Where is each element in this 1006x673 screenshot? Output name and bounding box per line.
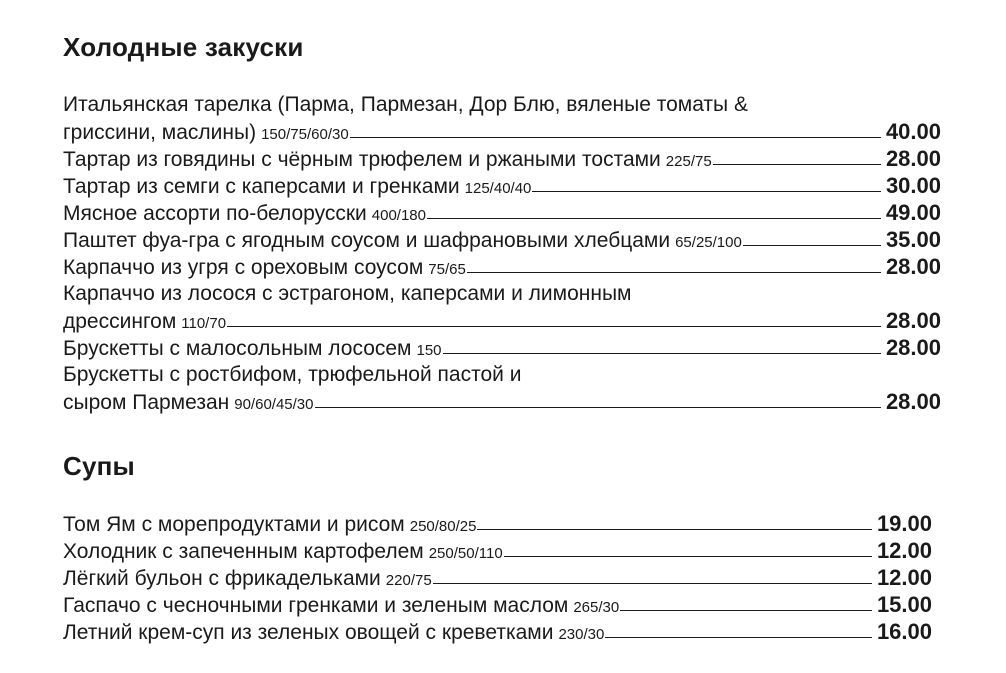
price: 28.00: [885, 335, 941, 360]
menu-row: [63, 334, 941, 361]
portion-size: 75/65: [428, 261, 466, 278]
dotted-leader: [315, 407, 881, 408]
menu-item: [63, 591, 932, 618]
menu-item: [63, 510, 932, 537]
soups-list: [63, 510, 932, 645]
dotted-leader: [350, 137, 881, 138]
dish-name: Летний крем-суп из зеленых овощей с креветками: [63, 621, 554, 644]
dish-name: Лёгкий бульон с фрикадельками: [63, 567, 381, 590]
dotted-leader: [620, 610, 872, 611]
price: 49.00: [885, 200, 941, 225]
menu-row: [63, 307, 941, 334]
dish-name-line: Карпаччо из лосося с эстрагоном, каперсами и лимонным: [63, 282, 632, 305]
menu-item: [63, 618, 932, 645]
menu-item: [63, 334, 941, 361]
section-title-cold-appetizers: Холодные закуски: [63, 32, 304, 62]
menu-item: [63, 172, 941, 199]
price: 16.00: [876, 619, 932, 644]
dotted-leader: [443, 353, 881, 354]
menu-row: [63, 537, 932, 564]
dotted-leader: [605, 637, 872, 638]
portion-size: 225/75: [665, 153, 712, 170]
portion-size: 90/60/45/30: [234, 396, 314, 413]
menu-row: [63, 118, 941, 145]
price: 28.00: [885, 308, 941, 333]
portion-size: 250/50/110: [428, 545, 503, 562]
dish-name: Паштет фуа-гра с ягодным соусом и шафрановыми хлебцами: [63, 229, 671, 252]
dotted-leader: [713, 164, 881, 165]
dotted-leader: [427, 218, 881, 219]
menu-item: [63, 91, 941, 145]
menu-row: [63, 564, 932, 591]
price: 28.00: [885, 389, 941, 414]
menu-row: [63, 591, 932, 618]
portion-size: 230/30: [558, 626, 605, 643]
menu-item: [63, 199, 941, 226]
portion-size: 250/80/25: [409, 518, 477, 535]
dish-name-line: Брускетты с ростбифом, трюфельной пастой и: [63, 363, 522, 386]
menu-row: [63, 618, 932, 645]
price: 19.00: [876, 511, 932, 536]
menu-row: [63, 145, 941, 172]
portion-size: 150: [416, 342, 442, 359]
dotted-leader: [227, 326, 881, 327]
menu-item: [63, 537, 932, 564]
dotted-leader: [743, 245, 881, 246]
portion-size: 110/70: [181, 315, 227, 332]
portion-size: 265/30: [573, 599, 620, 616]
dish-name-line: Итальянская тарелка (Парма, Пармезан, Дор Блю, вяленые томаты &: [63, 93, 748, 116]
price: 28.00: [885, 146, 941, 171]
portion-size: 150/75/60/30: [261, 126, 349, 143]
section-title-soups: Супы: [63, 451, 135, 481]
menu-item: [63, 226, 941, 253]
dotted-leader: [504, 556, 872, 557]
cold-appetizers-list: [63, 91, 941, 415]
dish-name: Том Ям с морепродуктами и рисом: [63, 513, 405, 536]
dish-name: Брускетты с малосольным лососем: [63, 337, 412, 360]
dish-name: Тартар из говядины с чёрным трюфелем и ржаными тостами: [63, 148, 661, 171]
menu-row: [63, 172, 941, 199]
menu-item: [63, 253, 941, 280]
dish-name: Мясное ассорти по-белорусски: [63, 202, 367, 225]
dotted-leader: [532, 191, 881, 192]
dish-name: Гаспачо с чесночными гренками и зеленым маслом: [63, 594, 569, 617]
price: 35.00: [885, 227, 941, 252]
menu-item: [63, 145, 941, 172]
menu-item: [63, 280, 941, 334]
dish-name: Тартар из семги с каперсами и гренками: [63, 175, 460, 198]
portion-size: 65/25/100: [675, 234, 742, 251]
price: 40.00: [885, 119, 941, 144]
menu-item: [63, 564, 932, 591]
dish-name: Карпаччо из угря с ореховым соусом: [63, 256, 424, 279]
dish-name: дрессингом: [63, 310, 177, 333]
dish-name: сыром Пармезан: [63, 391, 230, 414]
dotted-leader: [477, 529, 871, 530]
portion-size: 220/75: [385, 572, 432, 589]
portion-size: 125/40/40: [464, 180, 532, 197]
menu-row: [63, 226, 941, 253]
dish-name: Холодник с запеченным картофелем: [63, 540, 424, 563]
price: 28.00: [885, 254, 941, 279]
price: 15.00: [876, 592, 932, 617]
price: 30.00: [885, 173, 941, 198]
dotted-leader: [433, 583, 872, 584]
dotted-leader: [467, 272, 881, 273]
menu-item: [63, 361, 941, 415]
portion-size: 400/180: [371, 207, 426, 224]
menu-row: [63, 253, 941, 280]
price: 12.00: [876, 565, 932, 590]
menu-row: [63, 510, 932, 537]
menu-row: [63, 388, 941, 415]
price: 12.00: [876, 538, 932, 563]
menu-row: [63, 199, 941, 226]
dish-name: гриссини, маслины): [63, 121, 257, 144]
